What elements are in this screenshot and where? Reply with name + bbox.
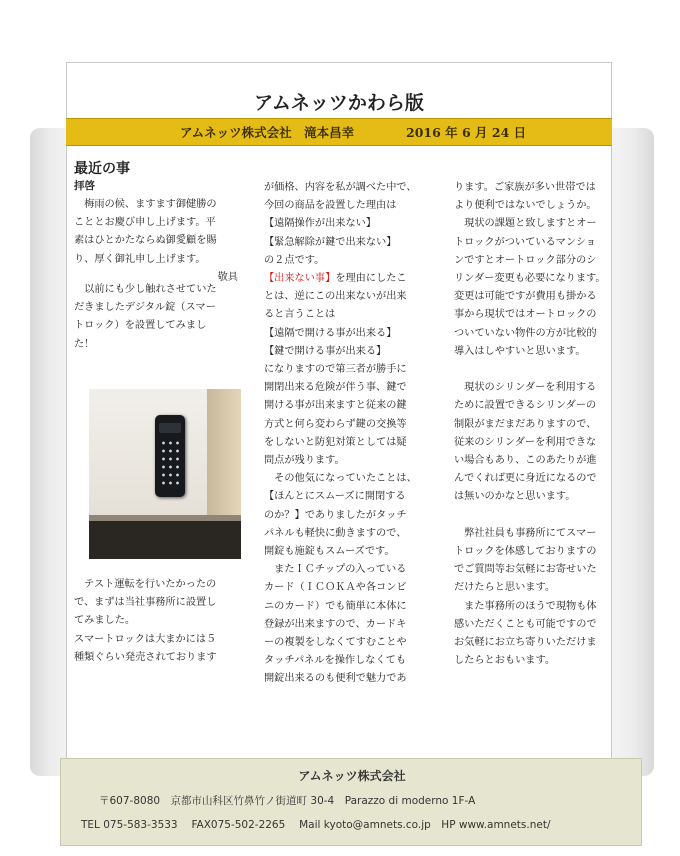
col2-line: ーの複製をしなくてすむことや [264, 637, 407, 649]
closing-word: 敬具 [217, 271, 238, 283]
column-1-continued [74, 576, 244, 667]
issue-date: 2016 年 6 月 24 日 [406, 125, 527, 140]
col3-line: また事務所のほうで現物も体 [454, 600, 597, 612]
col1-line: 梅雨の候、ますます御健勝の [74, 199, 217, 210]
col2-line: 開錠出来るのも便利で魅力であ [264, 673, 407, 685]
newsletter-title: アムネッツかわら版 [254, 92, 424, 114]
col1-line: た！ [74, 338, 95, 350]
col2-line: 今回の商品を設置した理由は [264, 200, 397, 212]
col3-line: は無いのかなと思います。 [454, 491, 576, 503]
highlight-tail: を理由にしたこ [335, 273, 407, 285]
col1-line: り、厚く御礼申し上げます。 [74, 253, 206, 265]
col3-line: リンダー変更も必要になります。 [454, 273, 606, 285]
col3-gap [454, 361, 624, 379]
col2-line-highlight [264, 270, 434, 288]
col3-line: だけたらと思います。 [454, 582, 556, 594]
col3-line: 弊社社員も事務所にてスマー [454, 527, 597, 539]
col2-line: 問点が残ります。 [264, 455, 345, 467]
footer-contact: TEL 075-583-3533 FAX075-502-2265 Mail kyoto@amnets.co.jp HP www.amnets.net/ [81, 819, 551, 831]
col3-line: より便利ではないでしょうか。 [454, 200, 597, 212]
col1-line: 素はひとかたならぬ御愛顧を賜 [74, 235, 217, 247]
col3-line: したらとおもいます。 [454, 655, 556, 667]
col1-after-line: で、まずは当社事務所に設置し [74, 597, 217, 609]
col2-line: ると言うことは [264, 309, 336, 321]
col2-line: その他気になっていたことは、 [264, 473, 417, 485]
smart-lock-photo [89, 389, 241, 559]
col2-line: 【緊急解除が鍵で出来ない】 [264, 236, 397, 248]
col3-line: トロックを体感しておりますの [454, 546, 597, 558]
col3-line: でご質問等お気軽にお寄せいた [454, 564, 597, 576]
footer [60, 758, 642, 846]
col1-after-line: てみました。 [74, 615, 136, 627]
col3-line: 現状のシリンダーを利用する [454, 382, 597, 394]
col2-line: 開錠も施錠もスムーズです。 [264, 546, 395, 558]
col2-line: 【遠隔で開ける事が出来る】 [264, 327, 397, 339]
footer-address: 〒607-8080 京都市山科区竹鼻竹ノ街道町 30-4 Parazzo di moderno 1F-A [99, 795, 476, 807]
col3-line: 変更は可能ですが費用も掛かる [454, 291, 597, 303]
col2-line: ニのカード）でも簡単に本体に [264, 600, 407, 612]
col2-line: 登録が出来ますので、カードキ [264, 618, 407, 630]
col2-line: 開ける事が出来ますと従来の鍵 [264, 400, 407, 412]
col3-gap [454, 507, 624, 525]
col3-line: トロックがついているマンショ [454, 236, 596, 248]
col3-line: 制限がまだまだありますので、 [454, 418, 597, 430]
col2-line: の２点です。 [264, 254, 325, 266]
col1-after-line: スマートロックは大まかには５ [74, 633, 217, 645]
col3-line: ンですとオートロック部分のシ [454, 254, 597, 266]
shelf [89, 521, 241, 559]
col3-line: ために設置できるシリンダーの [454, 400, 597, 412]
col2-line: 開閉出来る危険が伴う事、鍵で [264, 382, 407, 394]
column-2 [264, 179, 434, 689]
salutation: 拝啓 [74, 180, 95, 192]
column-1 [74, 196, 244, 354]
col2-line: とは、逆にこの出来ないが出来 [264, 291, 407, 303]
col3-line: んでくれば更に身近になるので [454, 473, 597, 485]
col2-line: またＩＣチップの入っている [264, 564, 407, 576]
col3-line: ついていない物件の方が比較的 [454, 327, 597, 339]
col3-line: ります。ご家族が多い世帯では [454, 182, 596, 193]
col2-line: 方式と何ら変わらず鍵の交換等 [264, 418, 407, 430]
col2-line: カード（ＩＣＯＫＡや各コンビ [264, 582, 407, 594]
col2-line: をしないと防犯対策としては疑 [264, 436, 407, 448]
col1-after-line: テスト運転を行いたかったの [74, 579, 217, 590]
highlight-text: 【出来ない事】 [264, 273, 336, 285]
col3-line: 現状の課題と致しますとオー [454, 218, 597, 230]
col1-line: こととお慶び申し上げます。平 [74, 217, 216, 229]
col2-line: 【鍵で開ける事が出来る】 [264, 345, 387, 357]
col3-line: い場合もあり、このあたりが進 [454, 455, 597, 467]
lock-display [159, 423, 181, 433]
col2-line: のか？】でありましたがタッチ [264, 509, 407, 521]
col1-line: トロック）を設置してみまし [74, 320, 207, 332]
col3-line: 事から現状ではオートロックの [454, 309, 597, 321]
footer-company: アムネッツ株式会社 [298, 769, 406, 783]
lock-keypad [160, 439, 180, 487]
header-band [66, 118, 612, 146]
col1-line: だきましたデジタル錠（スマー [74, 302, 216, 314]
col2-line: 【遠隔操作が出来ない】 [264, 218, 377, 230]
column-3 [454, 179, 624, 670]
col2-line: パネルも軽快に動きますので、 [264, 527, 407, 539]
article-heading: 最近の事 [74, 161, 130, 177]
col3-line: 従来のシリンダーを利用できな [454, 436, 597, 448]
col2-line: タッチパネルを操作しなくても [264, 655, 407, 667]
col2-line: が価格、内容を私が調べた中で、 [264, 182, 417, 193]
col1-line: 以前にも少し触れさせていた [74, 284, 217, 296]
col3-line: 感いただくことも可能ですので [454, 618, 597, 630]
col2-line: になりますので第三者が勝手に [264, 364, 407, 376]
col3-line: お気軽にお立ち寄りいただけま [454, 637, 597, 649]
col1-after-line: 種類ぐらい発売されております [74, 651, 217, 663]
company-author: アムネッツ株式会社 滝本昌幸 [180, 125, 355, 140]
col3-line: 導入はしやすいと思います。 [454, 345, 586, 357]
col2-line: 【ほんとにスムーズに開閉する [264, 491, 406, 503]
